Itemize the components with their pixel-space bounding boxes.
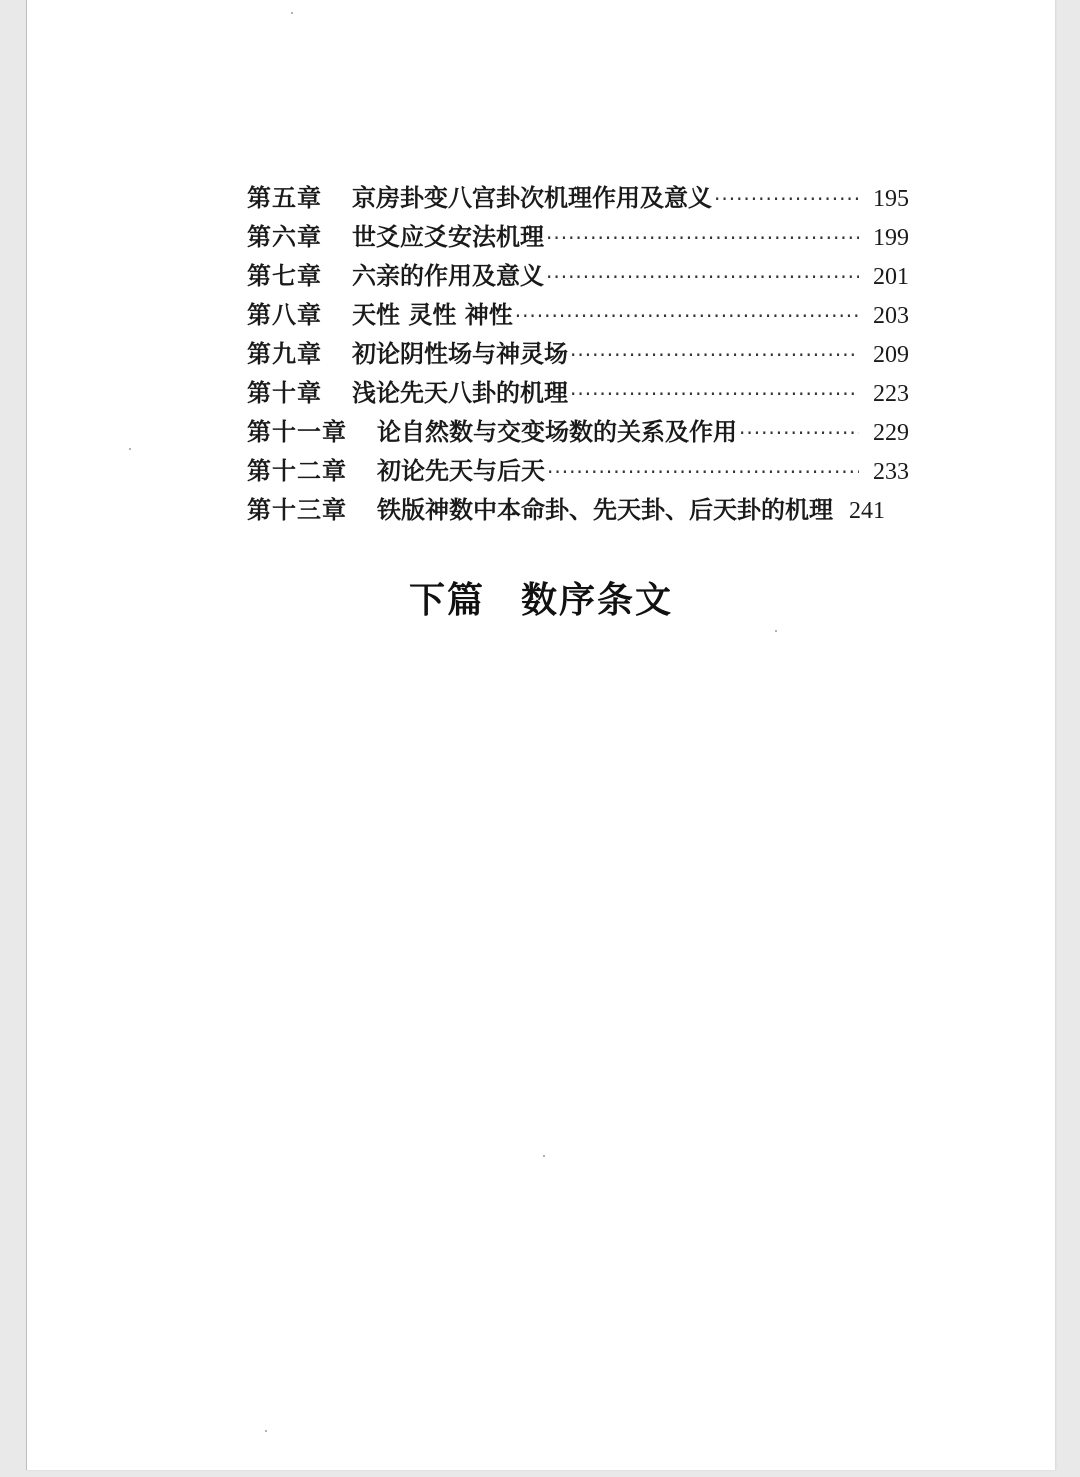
chapter-title: 初论阴性场与神灵场 — [352, 340, 568, 368]
toc-entry[interactable] — [247, 217, 909, 256]
scan-speck — [775, 630, 777, 632]
part-prefix: 下篇 — [408, 580, 485, 621]
dot-leader — [546, 226, 859, 250]
page-number: 241 — [849, 498, 885, 524]
chapter-number: 第十三章 — [247, 496, 347, 524]
dot-leader — [570, 343, 859, 367]
dot-leader — [546, 265, 859, 289]
dot-leader — [739, 421, 859, 445]
scan-speck — [291, 12, 293, 14]
page-number: 195 — [873, 186, 909, 212]
chapter-title: 世爻应爻安法机理 — [352, 223, 544, 251]
chapter-title: 论自然数与交变场数的关系及作用 — [377, 418, 737, 446]
part-heading — [27, 572, 1055, 623]
toc-entry[interactable] — [247, 490, 909, 529]
toc-entry[interactable] — [247, 451, 909, 490]
dot-leader — [714, 187, 859, 211]
page-number: 229 — [873, 420, 909, 446]
chapter-title: 天性 灵性 神性 — [352, 301, 513, 329]
chapter-number: 第十二章 — [247, 457, 347, 485]
chapter-number: 第九章 — [247, 340, 322, 368]
chapter-title: 浅论先天八卦的机理 — [352, 379, 568, 407]
chapter-title: 六亲的作用及意义 — [352, 262, 544, 290]
page-number: 233 — [873, 459, 909, 485]
page-number: 199 — [873, 225, 909, 251]
scan-speck — [543, 1155, 545, 1157]
toc-entry[interactable] — [247, 373, 909, 412]
chapter-number: 第八章 — [247, 301, 322, 329]
scan-speck — [129, 448, 131, 450]
dot-leader — [547, 460, 859, 484]
part-title-text: 数序条文 — [521, 580, 674, 621]
dot-leader — [570, 382, 859, 406]
chapter-title: 铁版神数中本命卦、先天卦、后天卦的机理 — [377, 496, 833, 524]
chapter-title: 京房卦变八宫卦次机理作用及意义 — [352, 184, 712, 212]
toc-entry[interactable] — [247, 412, 909, 451]
chapter-number: 第十一章 — [247, 418, 347, 446]
chapter-number: 第十章 — [247, 379, 322, 407]
book-page — [26, 0, 1055, 1470]
toc-entry[interactable] — [247, 334, 909, 373]
chapter-title: 初论先天与后天 — [377, 457, 545, 485]
toc-entry[interactable] — [247, 178, 909, 217]
table-of-contents — [247, 178, 909, 529]
toc-entry[interactable] — [247, 256, 909, 295]
dot-leader — [515, 304, 859, 328]
toc-entry[interactable] — [247, 295, 909, 334]
page-number: 223 — [873, 381, 909, 407]
page-number: 209 — [873, 342, 909, 368]
page-number: 203 — [873, 303, 909, 329]
scan-speck — [265, 1430, 267, 1432]
chapter-number: 第六章 — [247, 223, 322, 251]
page-number: 201 — [873, 264, 909, 290]
chapter-number: 第七章 — [247, 262, 322, 290]
chapter-number: 第五章 — [247, 184, 322, 212]
